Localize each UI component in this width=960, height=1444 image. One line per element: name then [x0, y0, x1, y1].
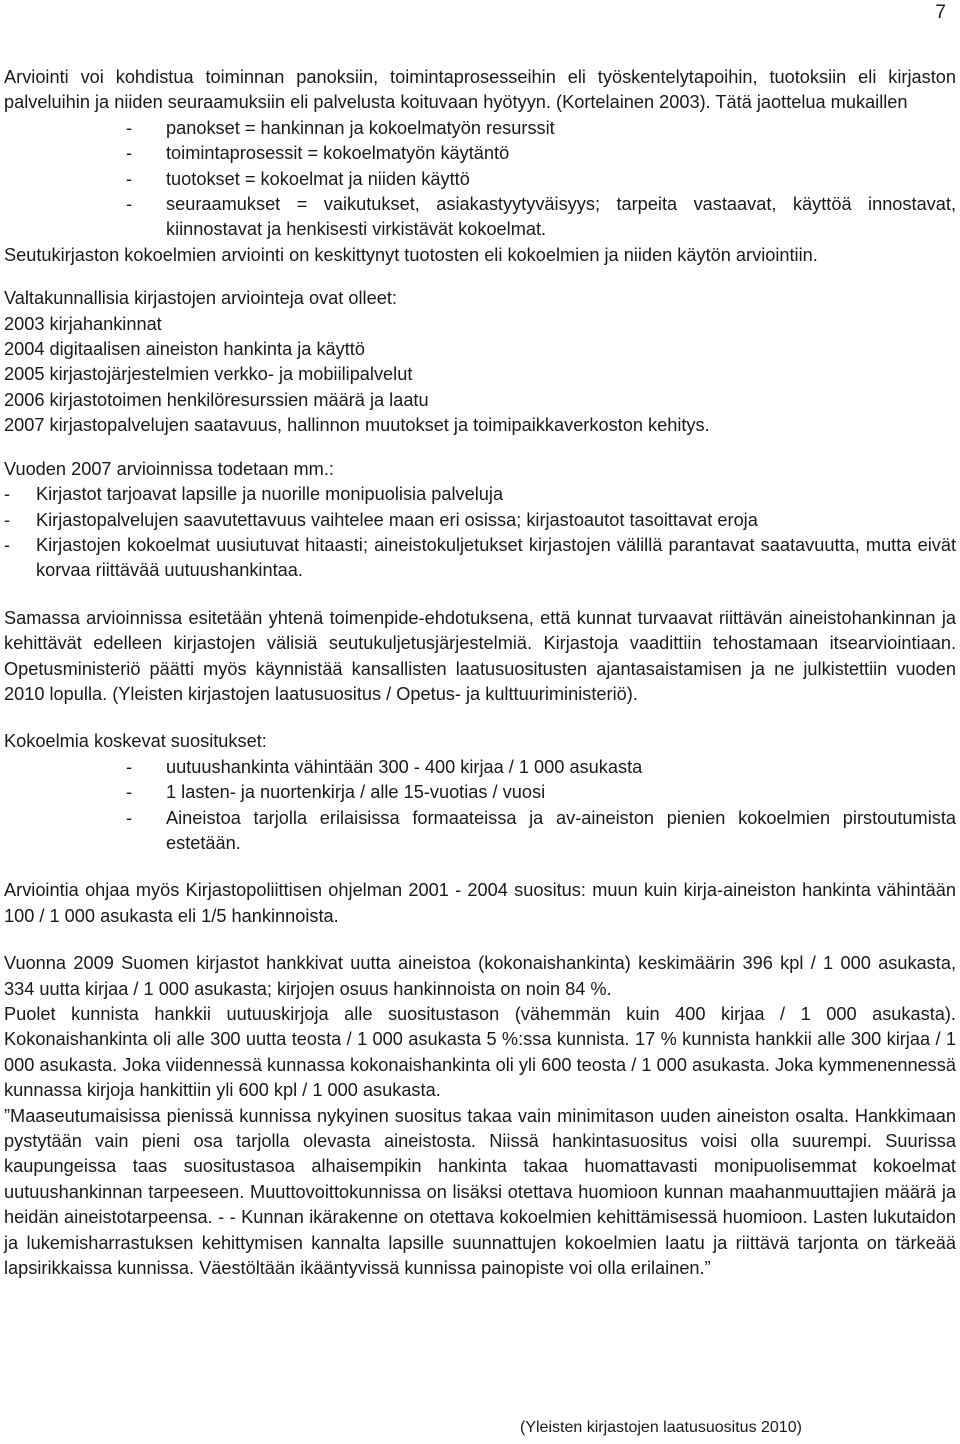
- national-evaluations-intro: Valtakunnallisia kirjastojen arviointeja ovat olleet:: [4, 288, 397, 309]
- list-item: - Kirjastopalvelujen saavutettavuus vaihtelee maan eri osissa; kirjastoautot tasoittavat eroja: [4, 509, 758, 530]
- evaluation-year-line: 2006 kirjastotoimen henkilöresurssien määrä ja laatu: [4, 389, 429, 410]
- intro-paragraph: Arviointi voi kohdistua toiminnan panoksiin, toimintaprosesseihin eli työskentelytapoihin, tuotoksiin eli kirjaston palveluihin ja niiden seuraamuksiin eli palvelusta koituvaan hyötyyn. (Kortelainen 2003). Tätä jaottelua mukaillen: [4, 67, 956, 113]
- document-body: [4, 65, 956, 1281]
- regional-evaluation-paragraph: Seutukirjaston kokoelmien arviointi on keskittynyt tuotosten eli kokoelmien ja niiden käytön arviointiin.: [4, 244, 818, 265]
- findings-2007-intro: Vuoden 2007 arvioinnissa todetaan mm.:: [4, 458, 334, 479]
- recommendations-intro: Kokoelmia koskevat suositukset:: [4, 731, 267, 752]
- list-item: - panokset = hankinnan ja kokoelmatyön resurssit: [126, 117, 555, 138]
- list-item: - Kirjastot tarjoavat lapsille ja nuorille monipuolisia palveluja: [4, 484, 504, 505]
- list-item: - 1 lasten- ja nuortenkirja / alle 15-vuotias / vuosi: [126, 782, 546, 803]
- list-item: - Kirjastojen kokoelmat uusiutuvat hitaasti; aineistokuljetukset kirjastojen välillä parantavat saatavuutta, mutta eivät korvaa riittävää uutuushankintaa.: [4, 534, 956, 581]
- citation: (Yleisten kirjastojen laatusuositus 2010): [520, 1419, 802, 1436]
- proposals-paragraph: Samassa arvioinnissa esitetään yhtenä toimenpide-ehdotuksena, että kunnat turvaavat riittävän aineistohankinnan ja kehittävät edelleen kirjastojen välisiä seutukuljetusjärjestelmiä. Kirjastoja vaadittiin tehostamaan itsearviointiaan. Opetusministeriö päätti myös käynnistää kansallisten laatusuositusten ajantasaistamisen ja ne julkistettiin vuoden 2010 lopulla. (Yleisten kirjastojen laatusuositus / Opetus- ja kulttuuriministeriö).: [4, 607, 956, 704]
- evaluation-year-line: 2005 kirjastojärjestelmien verkko- ja mobiilipalvelut: [4, 364, 413, 385]
- evaluation-year-line: 2007 kirjastopalvelujen saatavuus, hallinnon muutokset ja toimipaikkaverkoston kehitys.: [4, 415, 710, 436]
- findings-2007-list: [4, 482, 956, 584]
- list-item: - toimintaprosessit = kokoelmatyön käytäntö: [126, 143, 510, 164]
- page-number: 7: [935, 2, 946, 23]
- quoted-recommendation-paragraph: ”Maaseutumaisissa pienissä kunnissa nykyinen suositus takaa vain minimitason uuden aineiston osalta. Hankkimaan pystytään vain pieni osa tarjolla olevasta aineistosta. Niissä hankintasuositus voisi olla suurempi. Suurissa kaupungeissa taas suositustasoa alhaisempikin hankinta takaa huomattavasti monipuolisemmat kokoelmat uutuushankinnan tarpeeseen. Muuttovoittokunnissa on lisäksi otettava huomioon kunnan maahanmuuttajien määrä ja heidän aineistotarpeensa. - - Kunnan ikärakenne on otettava kokoelmien kehittämisessä huomioon. Lasten lukutaidon ja lukemisharrastuksen kehittymisen kannalta lapsille suunnattujen kokoelmien laatu ja riittävä tarjonta on tärkeää lapsirikkaissa kunnissa. Väestöltään ikääntyvissä kunnissa painopiste voi olla erilainen.”: [4, 1105, 956, 1279]
- list-item: - tuotokset = kokoelmat ja niiden käyttö: [126, 168, 470, 189]
- acquisition-statistics-paragraph: Puolet kunnista hankkii uutuuskirjoja alle suositustason (vähemmän kuin 400 kirjaa / 1 000 asukasta). Kokonaishankinta oli alle 300 uutta teosta / 1 000 asukasta 5 %:ssa kunnista. 17 % kunnista hankkii alle 300 kirjaa / 1 000 asukasta. Joka viidennessä kunnassa kokonaishankinta oli yli 600 teosta / 1 000 asukasta. Joka kymmenennessä kunnassa kirjoja hankittiin yli 600 kpl / 1 000 asukasta.: [4, 1004, 956, 1101]
- acquisition-2009-paragraph: Vuonna 2009 Suomen kirjastot hankkivat uutta aineistoa (kokonaishankinta) keskimäärin 396 kpl / 1 000 asukasta, 334 uutta kirjaa / 1 000 asukasta; kirjojen osuus hankinnoista on noin 84 %.: [4, 953, 956, 999]
- list-item: - seuraamukset = vaikutukset, asiakastyytyväisyys; tarpeita vastaavat, käyttöä innostavat, kiinnostavat ja henkisesti virkistävät kokoelmat.: [126, 194, 956, 240]
- library-policy-paragraph: Arviointia ohjaa myös Kirjastopoliittisen ohjelman 2001 - 2004 suositus: muun kuin kirja-aineiston hankinta vähintään 100 / 1 000 asukasta eli 1/5 hankinnoista.: [4, 880, 956, 926]
- list-item: - uutuushankinta vähintään 300 - 400 kirjaa / 1 000 asukasta: [126, 756, 643, 777]
- recommendations-list: [4, 755, 956, 857]
- evaluation-year-line: 2003 kirjahankinnat: [4, 313, 162, 334]
- evaluation-categories-list: [4, 116, 956, 243]
- list-item: - Aineistoa tarjolla erilaisissa formaateissa ja av-aineiston pienien kokoelmien pirstoutumista estetään.: [126, 807, 956, 853]
- evaluation-year-line: 2004 digitaalisen aineiston hankinta ja käyttö: [4, 339, 365, 360]
